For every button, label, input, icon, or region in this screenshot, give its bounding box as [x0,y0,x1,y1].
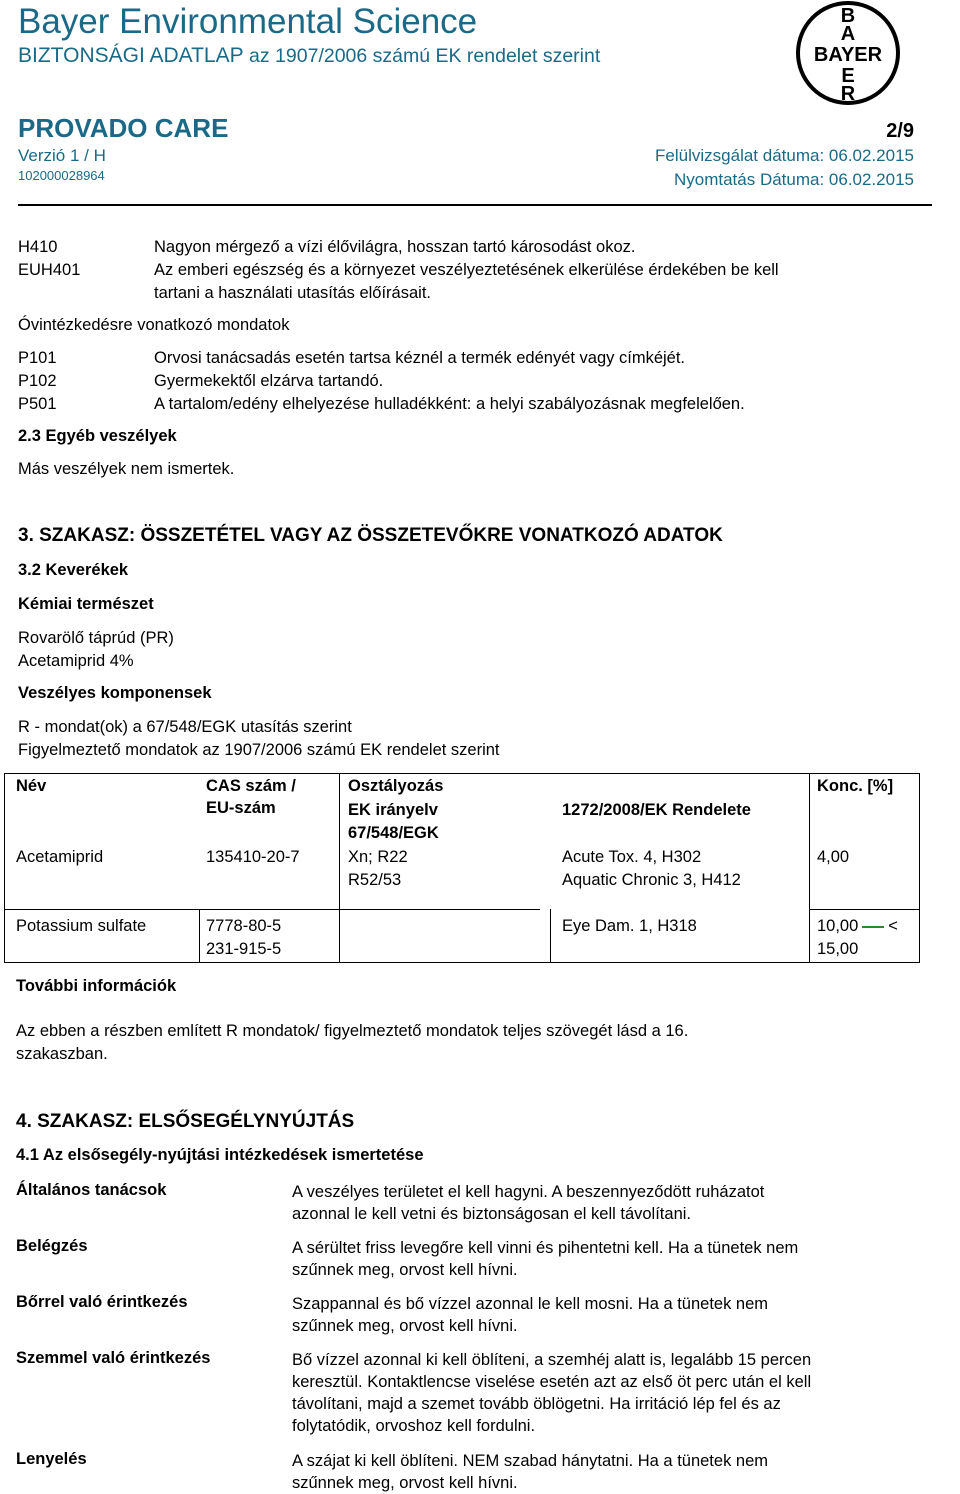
first-aid-label: Általános tanácsok [16,1181,167,1199]
first-aid-line: szűnnek meg, orvost kell hívni. [292,1261,518,1279]
hazard-text: Nagyon mérgező a vízi élővilágra, hosszan tartó károsodást okoz. [154,238,636,256]
section-3-title: 3. SZAKASZ: ÖSSZETÉTEL VAGY AZ ÖSSZETEVŐKRE VONATKOZÓ ADATOK [18,525,723,546]
component-ek-class: R52/53 [348,871,402,889]
first-aid-line: A sérültet friss levegőre kell vinni és pihentetni kell. Ha a tünetek nem [292,1239,799,1257]
first-aid-line: szűnnek meg, orvost kell hívni. [292,1317,518,1335]
logo-letter: B [840,5,856,27]
concentration-upper: 15,00 [817,940,859,958]
component-name: Potassium sulfate [16,917,147,935]
column-header-cas: CAS szám / [206,777,296,795]
precaution-text: A tartalom/edény elhelyezése hulladékként: a helyi szabályozásnak megfelelően. [154,395,745,413]
table-column-divider [550,909,551,963]
component-clp-class: Acute Tox. 4, H302 [562,848,702,866]
bayer-cross-logo [795,0,901,106]
hazardous-components-heading: Veszélyes komponensek [18,684,212,702]
component-ek-class: Xn; R22 [348,848,408,866]
precaution-code: P102 [18,372,57,390]
less-than-sign: < [888,917,898,935]
table-row-divider [340,909,540,910]
component-clp-class: Eye Dam. 1, H318 [562,917,697,935]
first-aid-subtitle: 4.1 Az elsősegély-nyújtási intézkedések ismertetése [16,1146,424,1164]
range-dash-icon [862,926,884,928]
column-header-ek-directive: 67/548/EGK [348,824,439,842]
precaution-code: P101 [18,349,57,367]
table-border [4,773,920,774]
first-aid-text [292,1237,798,1281]
further-info-heading: További információk [16,977,177,995]
first-aid-line: távolítani, majd a szemet tovább öblögetni. Ha irritáció lép fel és az [292,1395,781,1413]
r-phrases-note: R - mondat(ok) a 67/548/EGK utasítás szerint [18,718,352,736]
header-divider [18,204,932,206]
column-header-eu: EU-szám [206,799,276,817]
precaution-text: Gyermekektől elzárva tartandó. [154,372,384,390]
other-hazards-text: Más veszélyek nem ismertek. [18,460,235,478]
table-column-divider [199,909,200,963]
table-border [4,962,920,963]
first-aid-label: Lenyelés [16,1450,87,1468]
logo-letter: R [840,83,856,105]
first-aid-line: A veszélyes területet el kell hagyni. A beszennyeződött ruházatot [292,1183,765,1201]
first-aid-line: A szájat ki kell öblíteni. NEM szabad hánytatni. Ha a tünetek nem [292,1452,769,1470]
component-concentration [817,915,898,938]
mixtures-heading: 3.2 Keverékek [18,561,129,579]
column-header-classification: Osztályozás [348,777,444,795]
table-border [919,773,920,963]
other-hazards-heading: 2.3 Egyéb veszélyek [18,427,177,445]
composition-table [4,773,920,963]
component-concentration: 4,00 [817,848,850,866]
first-aid-line: szűnnek meg, orvost kell hívni. [292,1474,518,1492]
table-row-divider [809,909,920,910]
regulation-reference: az 1907/2006 számú EK rendelet szerint [249,45,601,67]
chemical-nature-text: Rovarölő táprúd (PR) [18,629,174,647]
first-aid-line: azonnal le kell vetni és biztonságosan el kell távolítani. [292,1205,691,1223]
component-name: Acetamiprid [16,848,104,866]
precaution-code: P501 [18,395,57,413]
hazard-text: Az emberi egészség és a környezet veszélyeztetésének elkerülése érdekében be kell [154,261,779,279]
component-clp-class: Aquatic Chronic 3, H412 [562,871,741,889]
revision-date: Felülvizsgálat dátuma: 06.02.2015 [655,146,914,165]
column-header-regulation: 1272/2008/EK Rendelete [562,801,751,819]
precaution-text: Orvosi tanácsadás esetén tartsa kéznél a termék edényét vagy címkéjét. [154,349,686,367]
company-name: Bayer Environmental Science [18,2,478,41]
table-column-divider [339,773,340,963]
hazard-text-continued: tartani a használati utasítás előírásait. [154,284,431,302]
table-row-divider [4,909,340,910]
product-name: PROVADO CARE [18,113,229,143]
print-date: Nyomtatás Dátuma: 06.02.2015 [673,170,914,189]
first-aid-line: folytatódik, orvoshoz kell fordulni. [292,1417,536,1435]
table-border [4,773,5,963]
hazard-code: EUH401 [18,261,81,279]
first-aid-label: Belégzés [16,1237,88,1255]
further-info-text: Az ebben a részben említett R mondatok/ figyelmeztető mondatok teljes szövegét lásd a 16. [16,1022,689,1040]
version: Verzió 1 / H [18,146,106,165]
first-aid-line: Szappannal és bő vízzel azonnal le kell mosni. Ha a tünetek nem [292,1295,769,1313]
chemical-nature-heading: Kémiai természet [18,595,154,613]
document-type: BIZTONSÁGI ADATLAP [18,44,244,67]
h-phrases-note: Figyelmeztető mondatok az 1907/2006 számú EK rendelet szerint [18,741,500,759]
component-cas: 7778-80-5 [206,917,282,935]
table-column-divider [809,773,810,963]
column-header-ek-directive: EK irányelv [348,801,438,819]
column-header-name: Név [16,777,47,795]
concentration-lower: 10,00 [817,917,859,935]
document-number: 102000028964 [18,168,105,183]
hazard-code: H410 [18,238,58,256]
column-header-concentration: Konc. [%] [817,777,894,795]
first-aid-line: Bő vízzel azonnal ki kell öblíteni, a szemhéj alatt is, legalább 15 percen [292,1351,812,1369]
further-info-text: szakaszban. [16,1045,108,1063]
first-aid-text [292,1181,764,1225]
first-aid-text [292,1293,768,1337]
logo-word: BAYER [813,44,883,66]
first-aid-text [292,1349,811,1437]
component-cas: 135410-20-7 [206,848,300,866]
logo-letter: E [841,65,855,87]
first-aid-line: keresztül. Kontaktlencse viselése esetén azt az első öt perc után el kell [292,1373,812,1391]
page-number: 2/9 [886,120,914,142]
chemical-nature-text: Acetamiprid 4% [18,652,134,670]
first-aid-label: Szemmel való érintkezés [16,1349,211,1367]
section-4-title: 4. SZAKASZ: ELSŐSEGÉLYNYÚJTÁS [16,1111,355,1132]
document-subtitle [18,44,600,68]
first-aid-text [292,1450,768,1494]
component-eu-number: 231-915-5 [206,940,282,958]
first-aid-label: Bőrrel való érintkezés [16,1293,188,1311]
logo-letter: A [840,23,856,45]
precaution-heading: Óvintézkedésre vonatkozó mondatok [18,316,290,334]
